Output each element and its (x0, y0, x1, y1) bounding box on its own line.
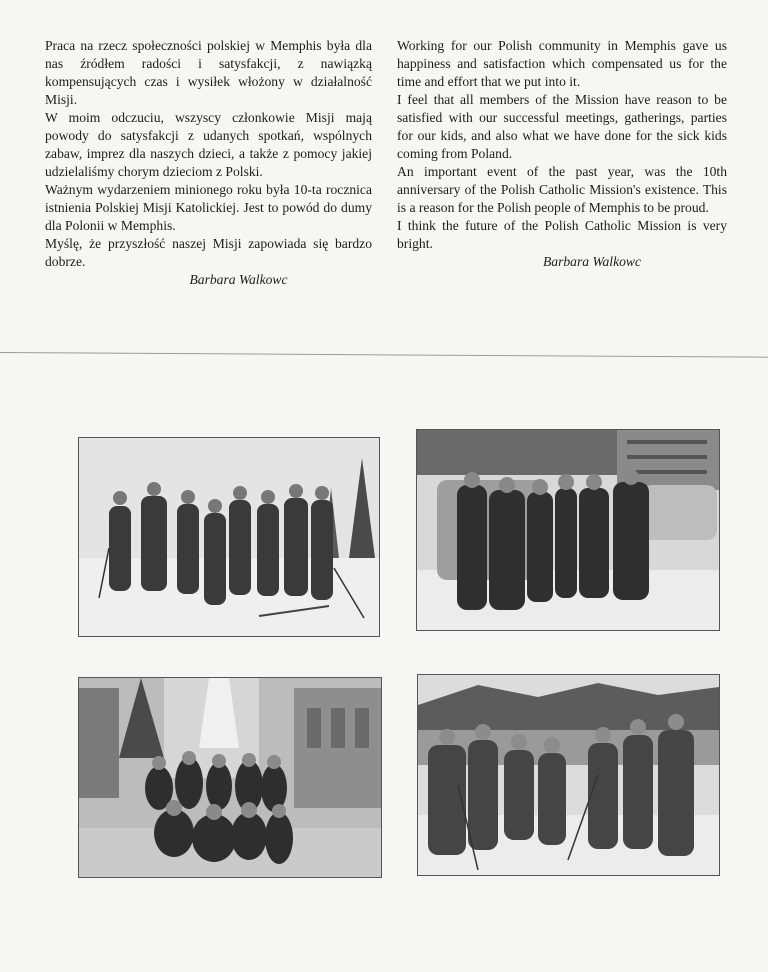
photo-ski-group-slope (78, 437, 380, 637)
photo-skiers-resort (417, 674, 720, 876)
polish-signature: Barbara Walkowc (189, 272, 288, 287)
english-paragraph-2: I feel that all members of the Mission have reason to be satisfied with our successful meetings, gatherings, parties for our kids, and also what we have done for the sick kids coming from Poland. (397, 92, 727, 161)
english-text-column (397, 37, 727, 271)
english-paragraph-3: An important event of the past year, was the 10th anniversary of the Polish Catholic Mission's existence. This is a reason for the Polish people of Memphis to be proud. (397, 164, 727, 215)
polish-paragraph-3: Ważnym wydarzeniem minionego roku była 10-ta rocznica istnienia Polskiej Misji Katolickiej. Jest to powód do dumy dla Polonii w Memphis. (45, 182, 372, 233)
polish-paragraph-1: Praca na rzecz społeczności polskiej w Memphis była dla nas źródłem radości i satysfakcji, z nawiązką kompensujących czas i wysiłek włożony w działalność Misji. (45, 38, 372, 107)
page-fold-line (0, 352, 768, 358)
polish-paragraph-4: Myślę, że przyszłość naszej Misji zapowiada się bardzo dobrze. (45, 236, 372, 269)
polish-paragraph-2: W moim odczuciu, wszyscy członkowie Misji mają powody do satysfakcji z udanych spotkań, wspólnych zabaw, imprez dla naszych dzieci, a także z pomocy jakiej udzielaliśmy chorym dzieciom z Polski. (45, 110, 372, 179)
photo-group-parking-lot (416, 429, 720, 631)
english-signature: Barbara Walkowc (542, 254, 642, 269)
photo-group-chapel (78, 677, 382, 878)
polish-text-column (45, 37, 372, 289)
english-paragraph-1: Working for our Polish community in Memphis gave us happiness and satisfaction which compensated us for the time and effort that we put into it. (397, 38, 727, 89)
english-paragraph-4: I think the future of the Polish Catholic Mission is very bright. (397, 218, 727, 251)
